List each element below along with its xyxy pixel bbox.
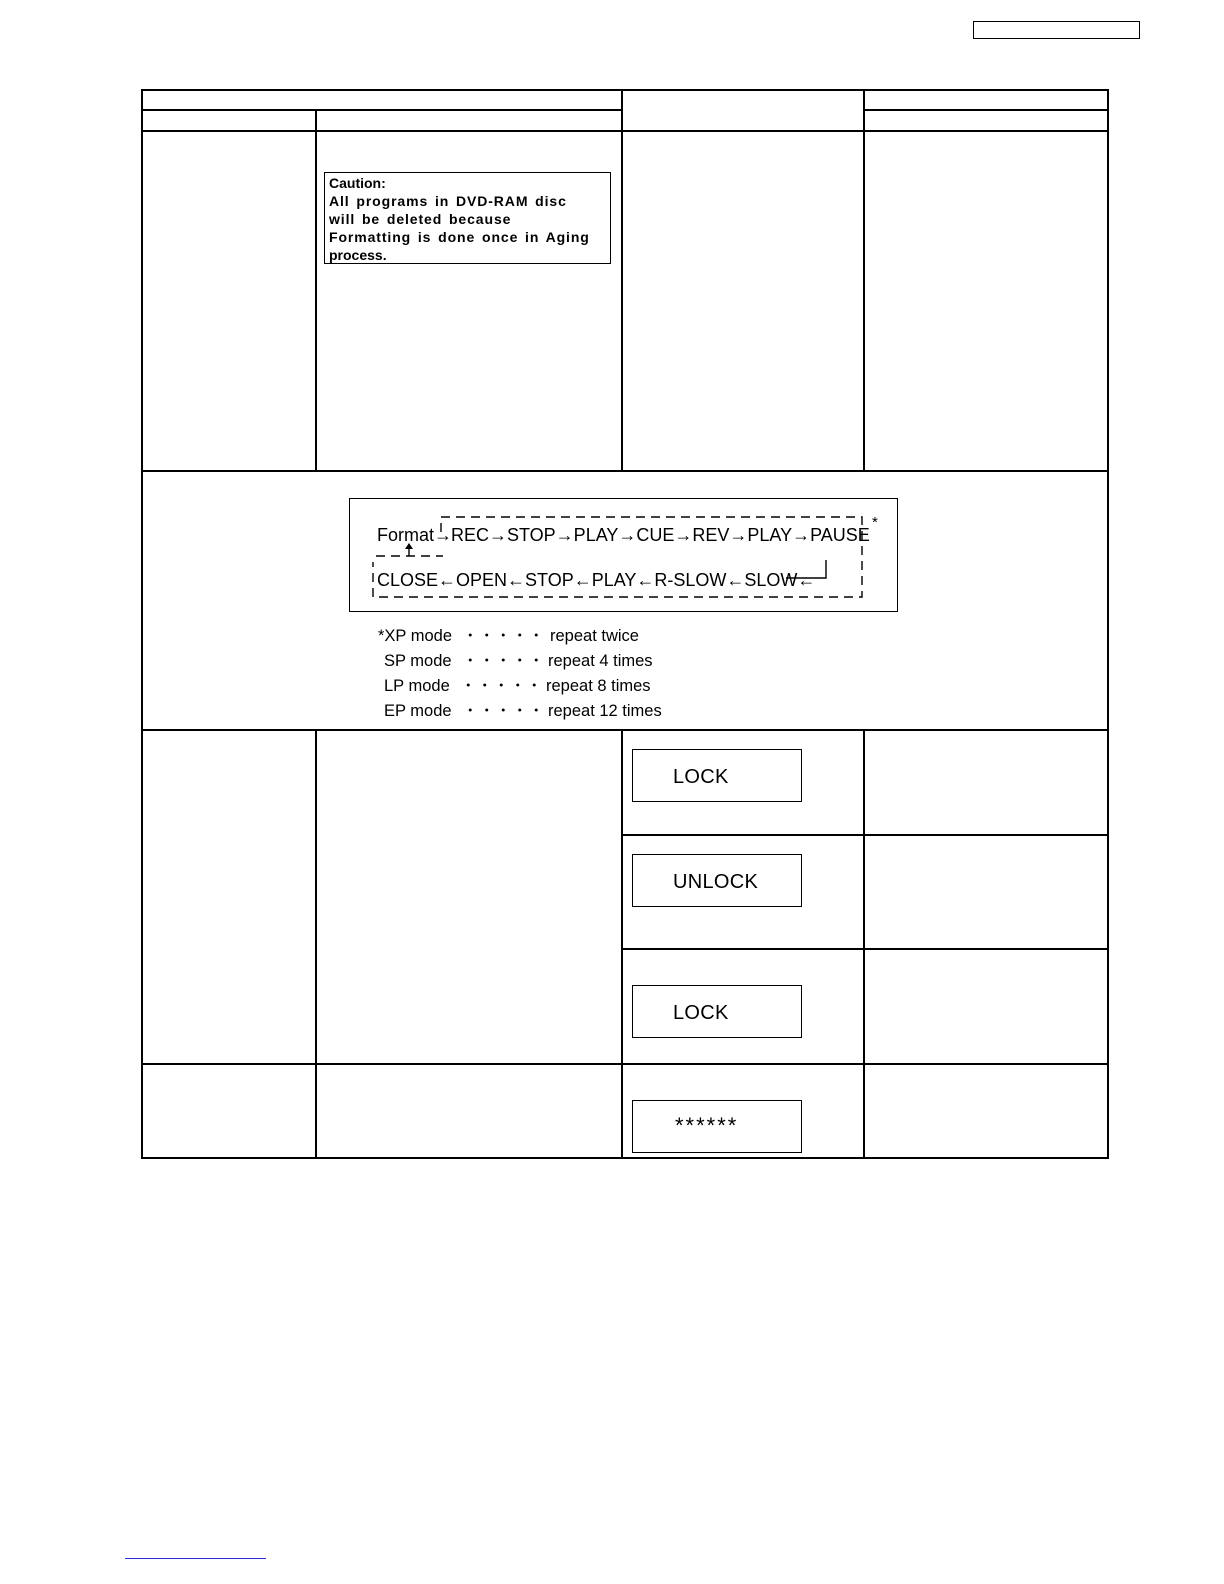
mode-label: LP mode (384, 677, 450, 695)
table-row3-bottom (141, 1063, 1109, 1065)
document-reference-box (973, 21, 1140, 39)
table-border-left (141, 89, 143, 1159)
display-readout-lock (632, 749, 802, 802)
mode-repeat: repeat 8 times (546, 677, 651, 695)
mode-label: EP mode (384, 702, 452, 720)
sequence-asterisk: * (872, 514, 878, 531)
mode-label: SP mode (384, 652, 452, 670)
display-readout-lock (632, 985, 802, 1038)
table-row2-bottom (141, 729, 1109, 731)
table-row1-bottom (141, 470, 1109, 472)
table-header-divider-right (864, 109, 1109, 111)
caution-line: All programs in DVD-RAM disc (329, 193, 567, 209)
table-col-divider-b2 (621, 729, 623, 1159)
mode-repeat: repeat 4 times (548, 652, 653, 670)
mode-dots: ・・・・・ (462, 627, 545, 645)
display-text: LOCK (673, 766, 729, 788)
table-col-divider-b1 (621, 89, 623, 471)
caution-line: process. (329, 247, 387, 263)
caution-line: will be deleted because (329, 211, 512, 227)
display-text: ****** (675, 1113, 739, 1138)
table-border-right (1107, 89, 1109, 1159)
table-col-divider-a1 (315, 109, 317, 471)
table-border-bottom (141, 1157, 1109, 1159)
caution-note (324, 172, 611, 264)
table-border-top (141, 89, 1109, 91)
sequence-start-arrow: → (434, 525, 452, 545)
sequence-bottom-row: CLOSE←OPEN←STOP←PLAY←R-SLOW←SLOW← (377, 570, 816, 590)
mode-dots: ・・・・・ (460, 677, 543, 695)
caution-line: Formatting is done once in Aging (329, 229, 590, 245)
mode-repeat: repeat 12 times (548, 702, 662, 720)
mode-dots: ・・・・・ (462, 652, 545, 670)
table-subrow-divider-2 (622, 948, 1109, 950)
table-col-divider-c1 (863, 89, 865, 471)
sequence-loop-lines (349, 498, 898, 612)
sequence-start-label: Format (377, 525, 435, 545)
display-text: UNLOCK (673, 871, 759, 893)
table-col-divider-c2 (863, 729, 865, 1159)
mode-label: *XP mode (378, 627, 452, 645)
mode-repeat: repeat twice (550, 627, 639, 645)
display-readout-unlock (632, 854, 802, 907)
table-subrow-divider-1 (622, 834, 1109, 836)
table-header-divider-left (141, 109, 622, 111)
mode-dots: ・・・・・ (462, 702, 545, 720)
table-col-divider-a2 (315, 729, 317, 1159)
sequence-top-row: REC→STOP→PLAY→CUE→REV→PLAY→PAUSE (451, 525, 870, 545)
table-header-bottom (141, 130, 1109, 132)
display-readout-masked (632, 1100, 802, 1153)
footer-link[interactable] (125, 1558, 266, 1559)
caution-title: Caution: (329, 175, 386, 191)
display-text: LOCK (673, 1002, 729, 1024)
